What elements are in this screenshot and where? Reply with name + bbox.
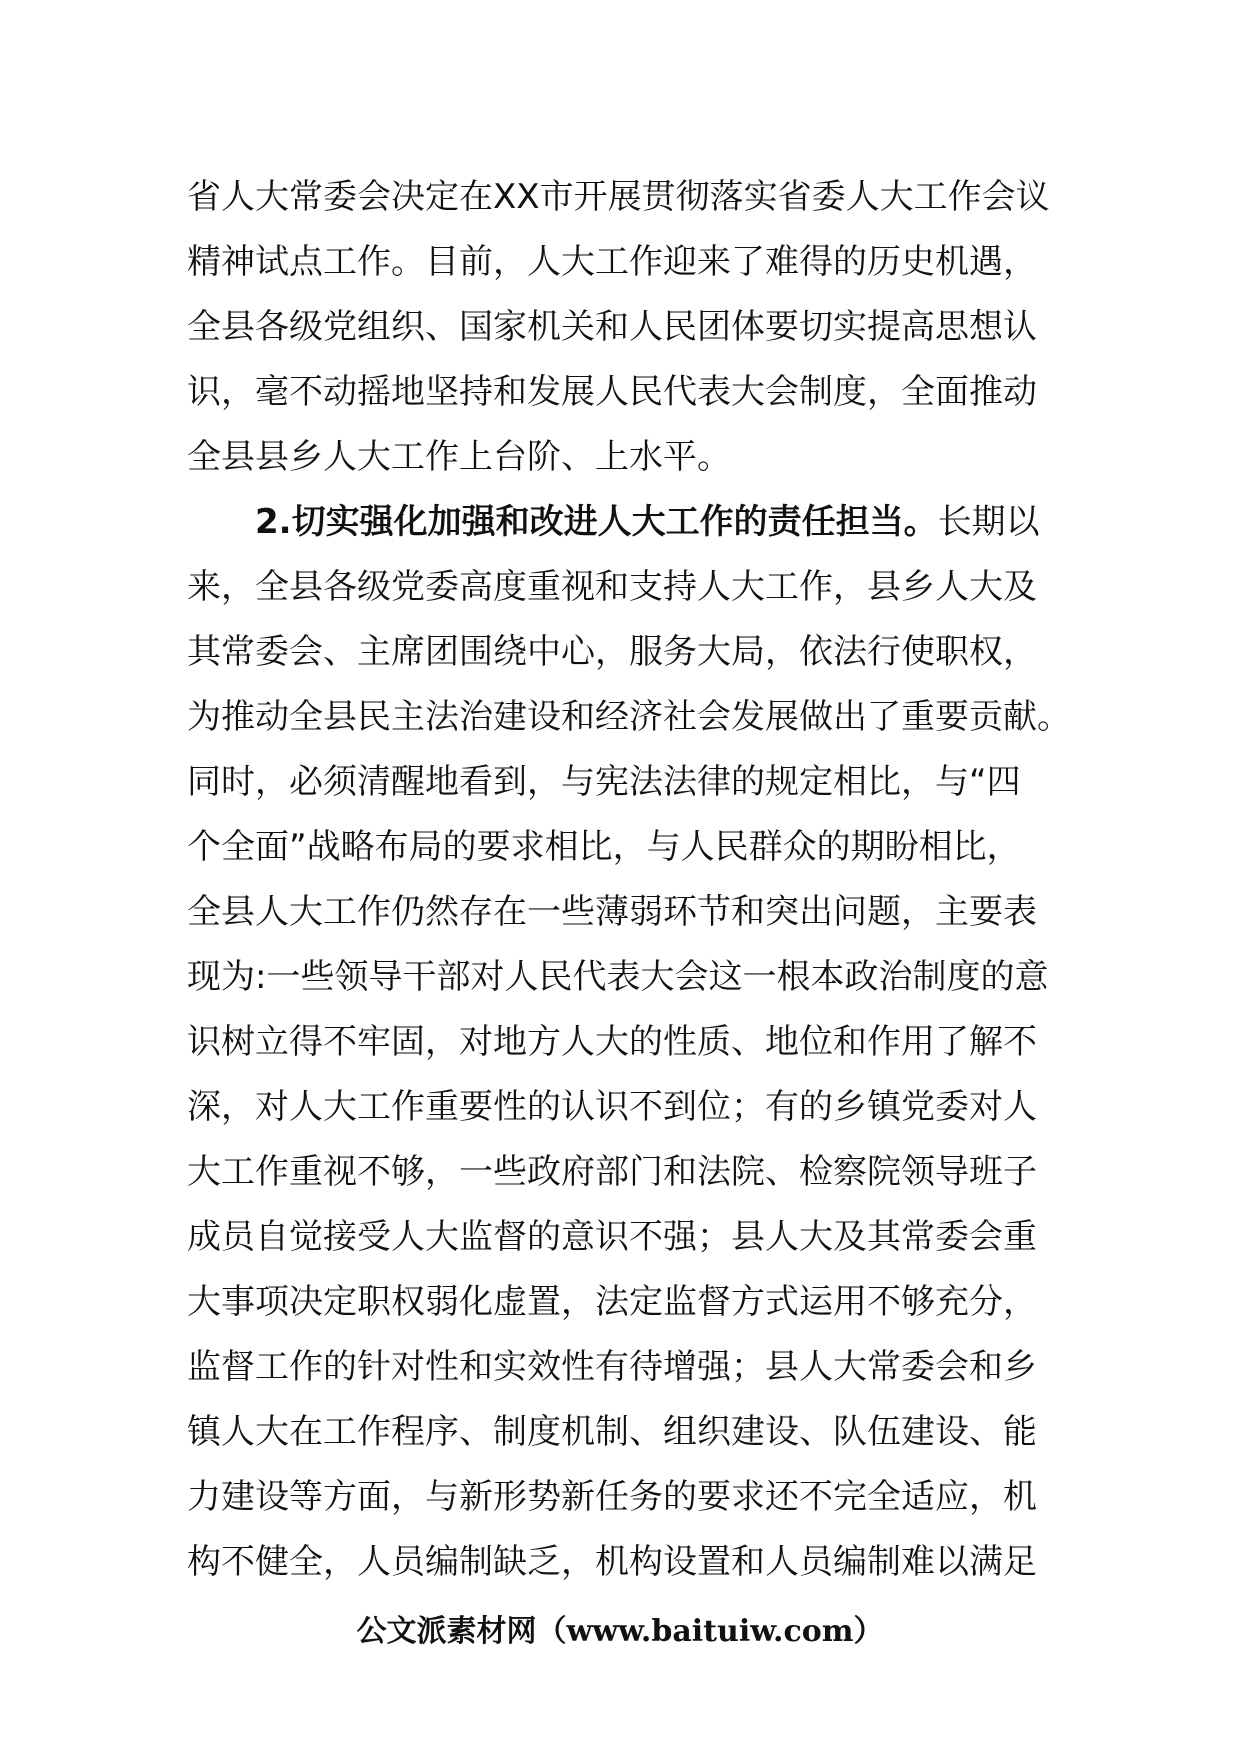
text-line: 全县人大工作仍然存在一些薄弱环节和突出问题，主要表 (187, 892, 1037, 932)
text-line: 识树立得不牢固，对地方人大的性质、地位和作用了解不 (187, 1022, 1037, 1062)
text-line: 识，毫不动摇地坚持和发展人民代表大会制度，全面推动 (187, 372, 1037, 412)
document-body (187, 165, 1071, 1595)
text-line: 来，全县各级党委高度重视和支持人大工作，县乡人大及 (187, 567, 1037, 607)
text-line: 个全面”战略布局的要求相比，与人民群众的期盼相比， (187, 827, 1021, 867)
text-line: 全县各级党组织、国家机关和人民团体要切实提高思想认 (187, 307, 1037, 347)
text-line: 大事项决定职权弱化虚置，法定监督方式运用不够充分， (187, 1282, 1037, 1322)
text-line: 精神试点工作。目前，人大工作迎来了难得的历史机遇， (187, 242, 1037, 282)
text-line: 深，对人大工作重要性的认识不到位；有的乡镇党委对人 (187, 1087, 1037, 1127)
text-line: 力建设等方面，与新形势新任务的要求还不完全适应，机 (187, 1477, 1037, 1517)
paragraph-1 (187, 165, 1067, 490)
footer-watermark: 公文派素材网（www.baituiw.com） (356, 1614, 884, 1649)
text-line: 同时，必须清醒地看到，与宪法法律的规定相比，与“四 (187, 762, 1021, 802)
text-line: 构不健全，人员编制缺乏，机构设置和人员编制难以满足 (187, 1542, 1037, 1582)
text-line: 大工作重视不够，一些政府部门和法院、检察院领导班子 (187, 1152, 1037, 1192)
text-line: 省人大常委会决定在XX市开展贯彻落实省委人大工作会议 (187, 177, 1050, 217)
text-line: 镇人大在工作程序、制度机制、组织建设、队伍建设、能 (187, 1412, 1037, 1452)
text-line: 全县县乡人大工作上台阶、上水平。 (187, 437, 731, 477)
text-line: 监督工作的针对性和实效性有待增强；县人大常委会和乡 (187, 1347, 1037, 1387)
text-line: 现为:一些领导干部对人民代表大会这一根本政治制度的意 (187, 957, 1049, 997)
text-line: 其常委会、主席团围绕中心，服务大局，依法行使职权， (187, 632, 1037, 672)
paragraph-2 (187, 490, 1071, 1595)
paragraph-2-first-line (187, 490, 1067, 555)
text-line: 成员自觉接受人大监督的意识不强；县人大及其常委会重 (187, 1217, 1037, 1257)
first-line-rest: 长期以 (937, 502, 1040, 542)
text-line: 为推动全县民主法治建设和经济社会发展做出了重要贡献。 (187, 697, 1071, 737)
section-heading: 2.切实强化加强和改进人大工作的责任担当。 (255, 502, 938, 542)
